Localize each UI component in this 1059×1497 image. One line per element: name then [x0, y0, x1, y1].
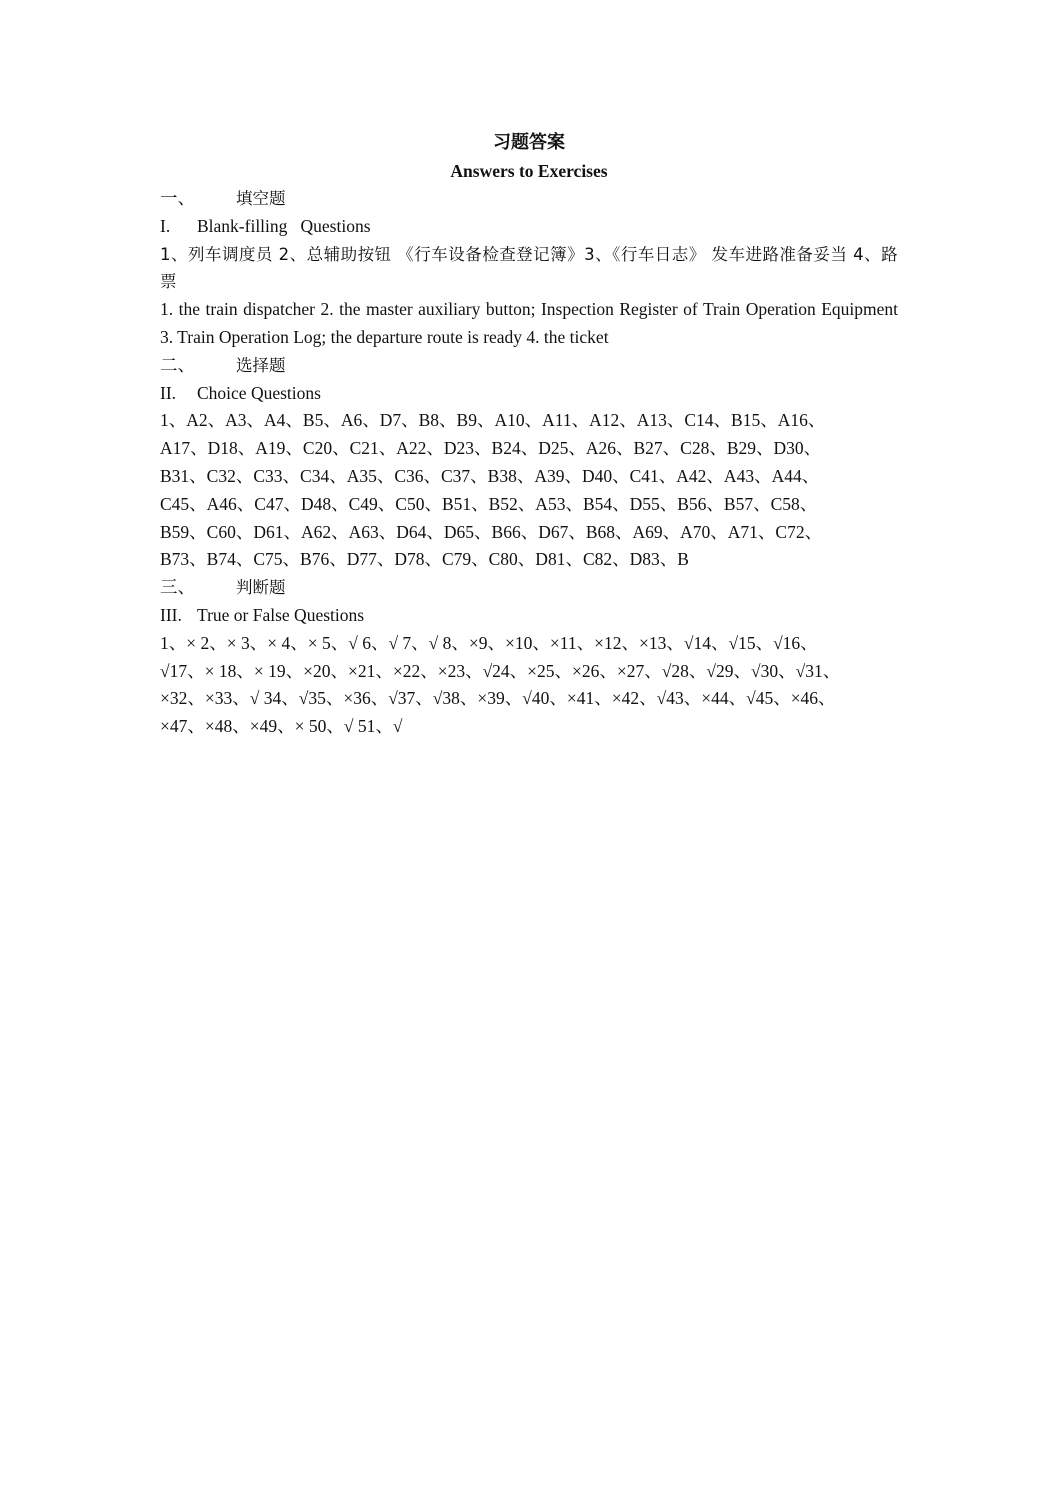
answer-line: ×32、×33、√ 34、√35、×36、√37、√38、×39、√40、×41、×42、√43、×44、√45、×46、 [160, 688, 836, 709]
section-2-heading-en [160, 380, 898, 408]
true-false-answers [160, 630, 898, 741]
section-title: 判断题 [236, 578, 286, 598]
answer-line: B31、C32、C33、C34、A35、C36、C37、B38、A39、D40、C41、A42、A43、A44、 [160, 465, 820, 486]
section-number: 三、 [160, 577, 195, 598]
document-content [160, 128, 898, 741]
section-title: Choice Questions [197, 382, 321, 403]
section-title: Blank-filling Questions [197, 215, 371, 236]
section-1-heading-en [160, 213, 898, 241]
section-title: True or False Questions [197, 604, 365, 625]
section-number: I. [160, 215, 171, 236]
blank-answers-zh: 1、列车调度员 2、总辅助按钮 《行车设备检查登记簿》3、《行车日志》 发车进路准备妥当 4、路票 [160, 244, 898, 292]
section-number: 二、 [160, 354, 195, 375]
answer-line: 1、× 2、× 3、× 4、× 5、√ 6、√ 7、√ 8、×9、×10、×11、×12、×13、√14、√15、√16、 [160, 632, 818, 653]
section-title: 填空题 [236, 189, 286, 208]
section-2-heading-zh [160, 352, 898, 380]
answer-line: √17、× 18、× 19、×20、×21、×22、×23、√24、×25、×26、×27、√28、√29、√30、√31、 [160, 660, 841, 681]
section-3-heading-en [160, 602, 898, 630]
answer-line: A17、D18、A19、C20、C21、A22、D23、B24、D25、A26、B27、C28、B29、D30、 [160, 438, 822, 459]
answer-line: ×47、×48、×49、× 50、√ 51、√ [160, 716, 403, 737]
section-number: II. [160, 382, 177, 403]
answer-line: B73、B74、C75、B76、D77、D78、C79、C80、D81、C82、D83、B [160, 549, 689, 570]
answer-line: 1、A2、A3、A4、B5、A6、D7、B8、B9、A10、A11、A12、A13、C14、B15、A16、 [160, 410, 826, 431]
section-3-heading-zh [160, 574, 898, 602]
section-1-heading-zh [160, 185, 898, 213]
answer-line: B59、C60、D61、A62、A63、D64、D65、B66、D67、B68、A69、A70、A71、C72、 [160, 521, 823, 542]
title-english: Answers to Exercises [450, 161, 608, 181]
answer-line: C45、A46、C47、D48、C49、C50、B51、B52、A53、B54、D55、B56、B57、C58、 [160, 493, 818, 514]
blank-answers-en: 1. the train dispatcher 2. the master auxiliary button; Inspection Register of Train Operation Equipment 3. Train Operation Log; the departure route is ready 4. the ticket [160, 299, 898, 347]
choice-answers [160, 407, 898, 574]
section-title: 选择题 [236, 355, 286, 375]
section-number: III. [160, 604, 182, 625]
section-number: 一、 [160, 188, 195, 208]
title-chinese: 习题答案 [493, 132, 565, 153]
